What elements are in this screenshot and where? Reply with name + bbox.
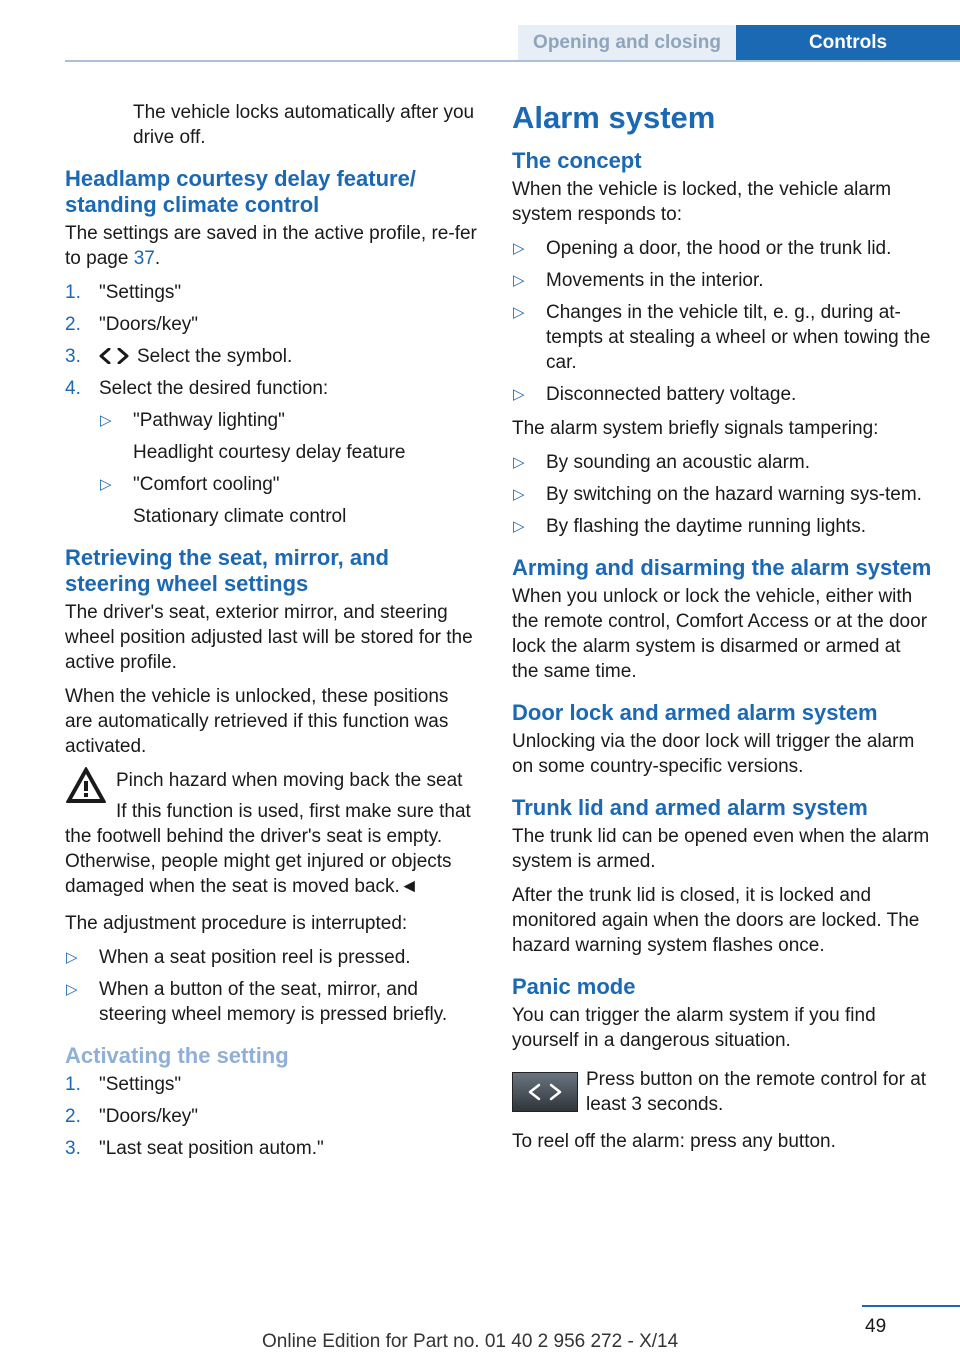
triangle-bullet-icon: ▷ [513, 486, 525, 503]
step-number: 3. [65, 346, 81, 367]
section-tab: Opening and closing [518, 25, 736, 61]
list-item [512, 382, 932, 407]
triangle-bullet-icon: ▷ [513, 454, 525, 471]
step-item [65, 344, 480, 369]
arming-text: When you unlock or lock the vehicle, either with the remote control, Comfort Access or at the door lock the alarm system is disarmed or armed at the same time. [512, 586, 928, 682]
headlamp-heading: Headlamp courtesy delay feature/ standing climate control [65, 166, 416, 217]
triangle-bullet-icon: ▷ [100, 476, 112, 493]
trunk-heading: Trunk lid and armed alarm system [512, 795, 868, 820]
list-item [512, 268, 932, 293]
chapter-tab: Controls [736, 25, 960, 61]
step-text: "Doors/key" [99, 314, 199, 335]
page-number-rule [862, 1305, 960, 1307]
list-item-text: When a seat position reel is pressed. [99, 947, 411, 968]
function-name: "Comfort cooling" [133, 474, 280, 495]
header-rule [65, 60, 960, 62]
right-column [512, 98, 932, 1163]
page-ref-link[interactable]: 37 [133, 248, 155, 269]
warning-box [65, 768, 480, 793]
warning-text [65, 799, 480, 899]
list-item [65, 945, 480, 970]
warning-triangle-icon [65, 766, 107, 804]
triangle-bullet-icon: ▷ [66, 981, 78, 998]
triangle-bullet-icon: ▷ [513, 272, 525, 289]
headlamp-text [65, 221, 480, 271]
page-number: 49 [865, 1316, 887, 1337]
warning-title: Pinch hazard when moving back the seat [116, 770, 463, 791]
signals-intro: The alarm system briefly signals tampering: [512, 418, 879, 439]
panic-button-text: Press button on the remote control for at least 3 seconds. [586, 1069, 927, 1115]
panic-intro: You can trigger the alarm system if you find yourself in a dangerous situation. [512, 1005, 876, 1051]
list-item-text: By switching on the hazard warning sys‐tem. [546, 484, 922, 505]
step-number: 2. [65, 314, 81, 335]
concept-list [512, 236, 932, 407]
list-item [512, 514, 932, 539]
interrupt-intro: The adjustment procedure is interrupted: [65, 913, 408, 934]
function-list [99, 408, 480, 529]
door-lock-heading: Door lock and armed alarm system [512, 700, 878, 725]
panic-heading: Panic mode [512, 974, 636, 999]
step-item [65, 312, 480, 337]
triangle-bullet-icon: ▷ [100, 412, 112, 429]
function-item [99, 408, 480, 465]
concept-intro: When the vehicle is locked, the vehicle alarm system responds to: [512, 179, 892, 225]
triangle-bullet-icon: ▷ [513, 240, 525, 257]
left-column [65, 100, 480, 1170]
activating-heading: Activating the setting [65, 1043, 289, 1068]
chevron-symbol-icon [99, 348, 129, 364]
headlamp-text-suffix: . [154, 248, 161, 269]
function-desc: Stationary climate control [133, 506, 347, 527]
step-text: "Settings" [99, 282, 182, 303]
reel-off-text: To reel off the alarm: press any button. [512, 1131, 836, 1152]
list-item-text: By sounding an acoustic alarm. [546, 452, 811, 473]
triangle-bullet-icon: ▷ [513, 304, 525, 321]
step-item [65, 1104, 480, 1129]
concept-heading: The concept [512, 148, 642, 173]
function-name: "Pathway lighting" [133, 410, 285, 431]
step-text: "Settings" [99, 1074, 182, 1095]
arming-heading: Arming and disarming the alarm system [512, 555, 932, 580]
list-item [65, 977, 480, 1027]
function-item [99, 472, 480, 529]
retrieving-para2: When the vehicle is unlocked, these positions are automatically retrieved if this function was activated. [65, 686, 449, 757]
panic-instruction [512, 1067, 932, 1117]
signals-list [512, 450, 932, 539]
retrieving-heading: Retrieving the seat, mirror, and steering wheel settings [65, 545, 389, 596]
trunk-para1: The trunk lid can be opened even when the alarm system is armed. [512, 826, 930, 872]
step-item [65, 1136, 480, 1161]
list-item [512, 236, 932, 261]
step-number: 1. [65, 282, 81, 303]
door-lock-text: Unlocking via the door lock will trigger the alarm on some country-specific versions. [512, 731, 915, 777]
activating-steps [65, 1072, 480, 1161]
list-item [512, 450, 932, 475]
step-number: 1. [65, 1074, 81, 1095]
page-title: Alarm system [512, 100, 716, 135]
interrupt-list [65, 945, 480, 1027]
step-item [65, 1072, 480, 1097]
list-item-text: Changes in the vehicle tilt, e. g., during at‐tempts at stealing a wheel or when towing the car. [546, 302, 931, 373]
step-text: "Last seat position autom." [99, 1138, 324, 1159]
function-desc: Headlight courtesy delay feature [133, 442, 406, 463]
list-item-text: When a button of the seat, mirror, and steering wheel memory is pressed briefly. [99, 979, 448, 1025]
step-item [65, 376, 480, 529]
list-item-text: Opening a door, the hood or the trunk lid. [546, 238, 892, 259]
warning-text-content: If this function is used, first make sure that the footwell behind the driver's seat is empty. Otherwise, people might get injured or objects damaged when the seat is moved back.◄ [65, 801, 471, 897]
header-tabs [518, 25, 960, 61]
panic-button-icon [512, 1072, 578, 1112]
headlamp-steps [65, 280, 480, 529]
intro-text: The vehicle locks automatically after you drive off. [133, 102, 475, 148]
list-item [512, 482, 932, 507]
trunk-para2: After the trunk lid is closed, it is locked and monitored again when the doors are locked. The hazard warning system flashes once. [512, 885, 920, 956]
list-item [512, 300, 932, 375]
triangle-bullet-icon: ▷ [513, 386, 525, 403]
edition-footer: Online Edition for Part no. 01 40 2 956 272 - X/14 [262, 1331, 679, 1352]
step-number: 2. [65, 1106, 81, 1127]
list-item-text: Disconnected battery voltage. [546, 384, 797, 405]
list-item-text: By flashing the daytime running lights. [546, 516, 867, 537]
step-number: 4. [65, 378, 81, 399]
retrieving-para1: The driver's seat, exterior mirror, and steering wheel position adjusted last will be stored for the active profile. [65, 602, 473, 673]
step-text: Select the symbol. [137, 346, 293, 367]
step-number: 3. [65, 1138, 81, 1159]
triangle-bullet-icon: ▷ [66, 949, 78, 966]
triangle-bullet-icon: ▷ [513, 518, 525, 535]
step-text: Select the desired function: [99, 378, 329, 399]
step-item [65, 280, 480, 305]
step-text: "Doors/key" [99, 1106, 199, 1127]
list-item-text: Movements in the interior. [546, 270, 764, 291]
headlamp-text-prefix: The settings are saved in the active profile, re‐fer to page [65, 223, 477, 269]
